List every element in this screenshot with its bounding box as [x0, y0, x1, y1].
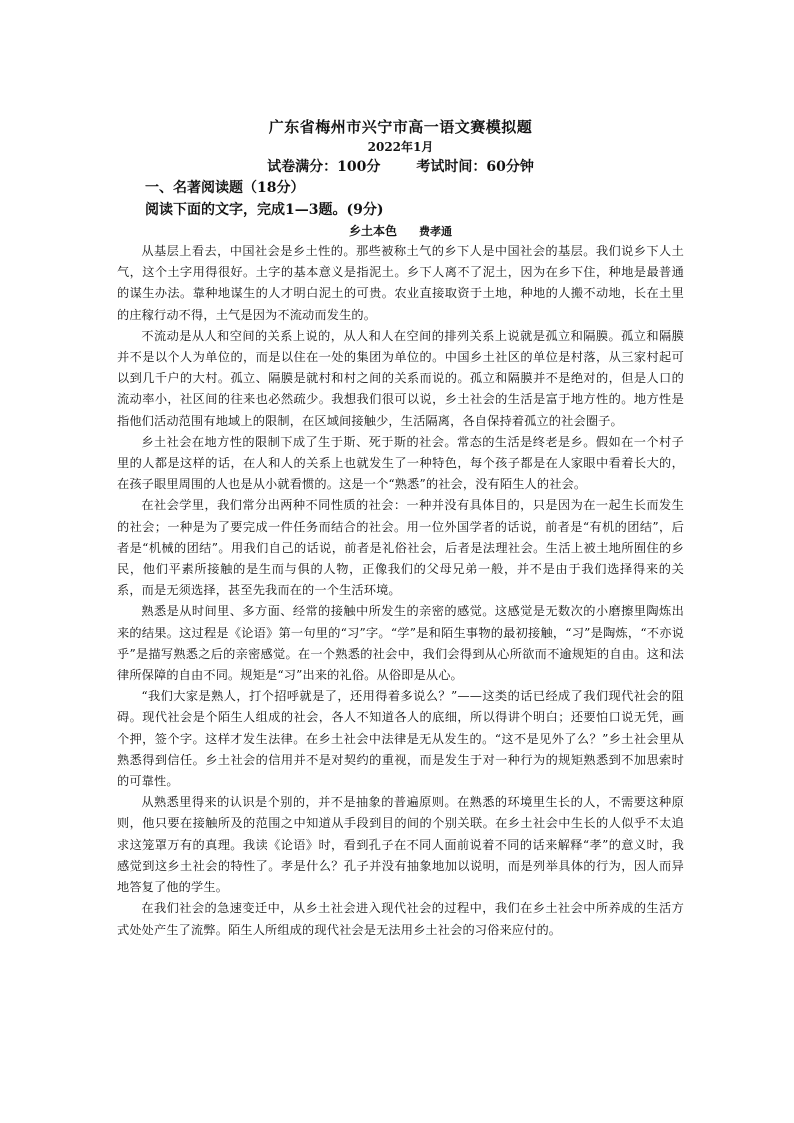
article-title: 乡土本色 — [348, 224, 397, 238]
exam-page — [117, 116, 684, 941]
article-paragraph: 从熟悉里得来的认识是个别的，并不是抽象的普遍原则。在熟悉的环境里生长的人，不需要这种原则，他只要在接触所及的范围之中知道从手段到目的间的个别关联。在乡土社会中生长的人似乎不太追求这笼罩万有的真理。我读《论语》时，看到孔子在不同人面前说着不同的话来解释“孝”的意义时，我感觉到这乡土社会的特性了。孝是什么？孔子并没有抽象地加以说明，而是列举具体的行为，因人而异地答复了他的学生。 — [117, 795, 684, 895]
article-author: 费孝通 — [419, 225, 452, 238]
exam-time: 考试时间：60分钟 — [416, 159, 534, 175]
article-paragraph: 在我们社会的急速变迁中，从乡土社会进入现代社会的过程中，我们在乡土社会中所养成的生活方式处处产生了流弊。陌生人所组成的现代社会是无法用乡土社会的习俗来应付的。 — [117, 901, 684, 937]
exam-meta — [117, 156, 684, 178]
article-paragraph: 熟悉是从时间里、多方面、经常的接触中所发生的亲密的感觉。这感觉是无数次的小磨擦里陶炼出来的结果。这过程是《论语》第一句里的“习”字。“学”是和陌生事物的最初接触，“习”是陶炼，“不亦说乎”是描写熟悉之后的亲密感觉。在一个熟悉的社会中，我们会得到从心所欲而不逾规矩的自由。这和法律所保障的自由不同。规矩是“习”出来的礼俗。从俗即是从心。 — [117, 604, 684, 683]
section-heading: 一、名著阅读题（18分） — [145, 180, 305, 196]
article-paragraph: 从基层上看去，中国社会是乡土性的。那些被称土气的乡下人是中国社会的基层。我们说乡下人土气，这个土字用得很好。土字的基本意义是指泥土。乡下人离不了泥土，因为在乡下住，种地是最普通的谋生办法。靠种地谋生的人才明白泥土的可贵。农业直接取资于土地，种地的人搬不动地，长在土里的庄稼行动不得，土气是因为不流动而发生的。 — [117, 244, 684, 322]
article-paragraph: 在社会学里，我们常分出两种不同性质的社会：一种并没有具体目的，只是因为在一起生长而发生的社会；一种是为了要完成一件任务而结合的社会。用一位外国学者的话说，前者是“有机的团结”，后者是“机械的团结”。用我们自己的话说，前者是礼俗社会，后者是法理社会。生活上被土地所囿住的乡民，他们平素所接触的是生而与俱的人物，正像我们的父母兄弟一般，并不是由于我们选择得来的关系，而是无须选择，甚至先我而在的一个生活环境。 — [117, 498, 684, 598]
full-score: 试卷满分：100分 — [267, 159, 381, 175]
article-paragraph: 不流动是从人和空间的关系上说的，从人和人在空间的排列关系上说就是孤立和隔膜。孤立和隔膜并不是以个人为单位的，而是以住在一处的集团为单位的。中国乡土社区的单位是村落，从三家村起可以到几千户的大村。孤立、隔膜是就村和村之间的关系而说的。孤立和隔膜并不是绝对的，但是人口的流动率小，社区间的往来也必然疏少。我想我们很可以说，乡土社会的生活是富于地方性的。地方性是指他们活动范围有地域上的限制，在区域间接触少，生活隔离，各自保持着孤立的社会圈子。 — [117, 328, 684, 428]
article-paragraph: 乡土社会在地方性的限制下成了生于斯、死于斯的社会。常态的生活是终老是乡。假如在一个村子里的人都是这样的话，在人和人的关系上也就发生了一种特色，每个孩子都是在人家眼中看着长大的，在孩子眼里周围的人也是从小就看惯的。这是一个“熟悉”的社会，没有陌生人的社会。 — [117, 434, 684, 492]
article-paragraph: “我们大家是熟人，打个招呼就是了，还用得着多说么？”——这类的话已经成了我们现代社会的阻碍。现代社会是个陌生人组成的社会，各人不知道各人的底细，所以得讲个明白；还要怕口说无凭，画个押，签个字。这样才发生法律。在乡土社会中法律是无从发生的。“这不是见外了么？”乡土社会里从熟悉得到信任。乡土社会的信用并不是对契约的重视，而是发生于对一种行为的规矩熟悉到不加思索时的可靠性。 — [117, 689, 684, 789]
exam-date: 2022年1月 — [367, 140, 434, 154]
exam-title: 广东省梅州市兴宁市高一语文赛模拟题 — [268, 118, 533, 136]
article-heading — [117, 222, 684, 241]
reading-instruction: 阅读下面的文字，完成1—3题。(9分) — [145, 202, 384, 218]
